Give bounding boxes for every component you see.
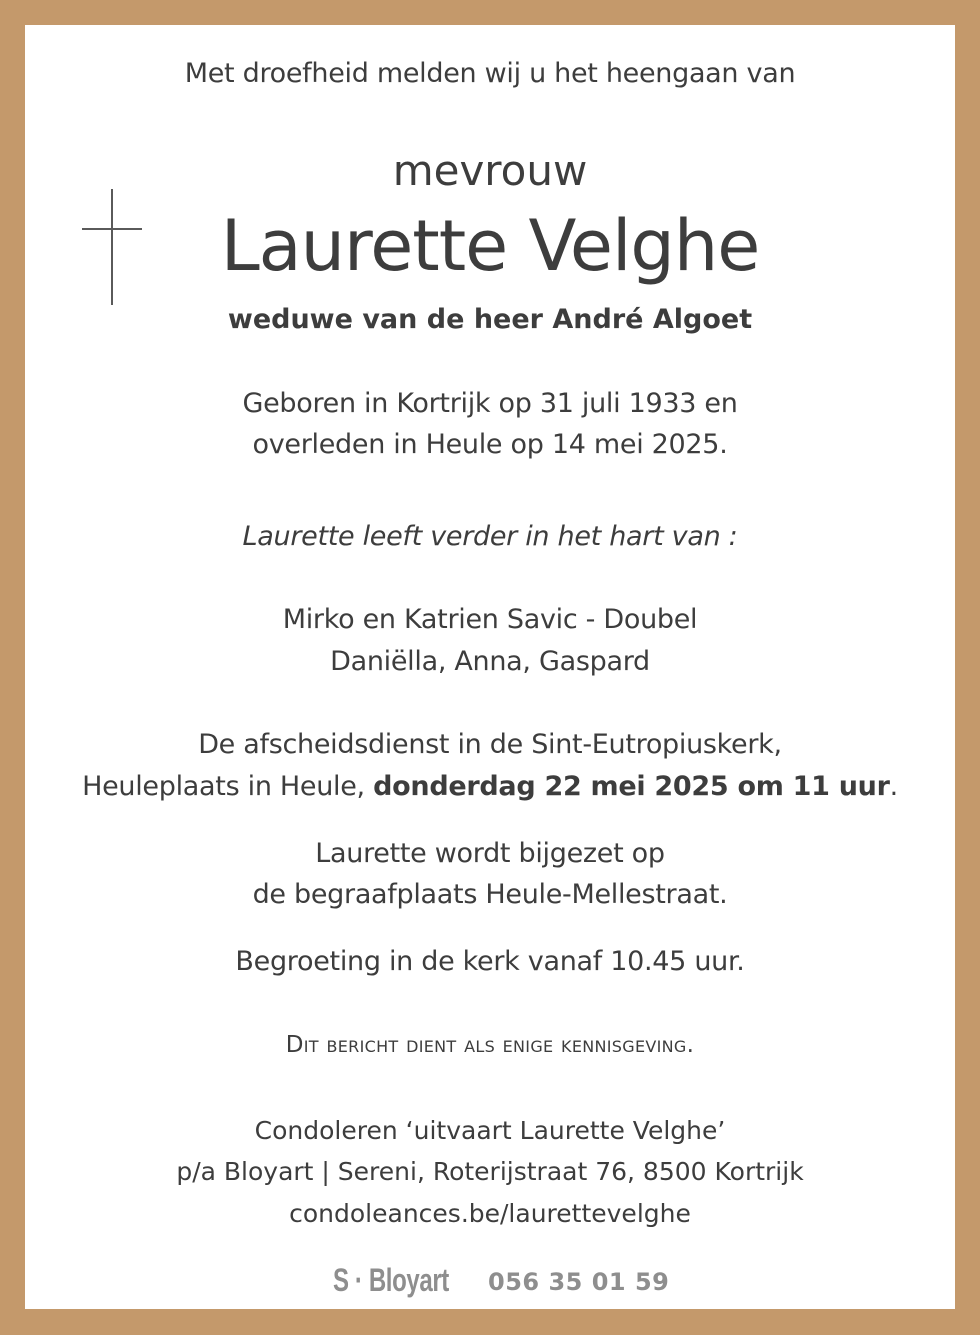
service-line-2 bbox=[0, 771, 980, 802]
funeral-home-logo: S · Bloyart bbox=[333, 1262, 449, 1298]
deceased-name: Laurette Velghe bbox=[220, 205, 760, 287]
burial-line: Laurette wordt bijgezet op bbox=[315, 838, 665, 869]
service-date: donderdag 22 mei 2025 om 11 uur bbox=[373, 771, 890, 802]
notice-line: Dit bericht dient als enige kennisgeving. bbox=[285, 1032, 695, 1058]
greeting-line: Begroeting in de kerk vanaf 10.45 uur. bbox=[235, 946, 745, 977]
service-suffix: . bbox=[889, 771, 898, 802]
birth-line: Geboren in Kortrijk op 31 juli 1933 en bbox=[242, 388, 738, 419]
family-line: Mirko en Katrien Savic - Doubel bbox=[282, 604, 698, 635]
service-line: De afscheidsdienst in de Sint-Eutropiuskerk, bbox=[198, 729, 782, 760]
burial-line: de begraafplaats Heule-Mellestraat. bbox=[252, 879, 728, 910]
condolence-address: p/a Bloyart | Sereni, Roterijstraat 76, 8500 Kortrijk bbox=[176, 1157, 804, 1186]
intro-text: Met droefheid melden wij u het heengaan van bbox=[184, 58, 796, 89]
condolence-url[interactable]: condoleances.be/laurettevelghe bbox=[289, 1199, 691, 1228]
service-location: Heuleplaats in Heule, bbox=[82, 771, 374, 802]
death-line: overleden in Heule op 14 mei 2025. bbox=[252, 429, 728, 460]
lives-on-text: Laurette leeft verder in het hart van : bbox=[242, 521, 738, 552]
family-line: Daniëlla, Anna, Gaspard bbox=[330, 646, 650, 677]
honorific: mevrouw bbox=[392, 146, 588, 195]
phone-number: 056 35 01 59 bbox=[488, 1268, 670, 1296]
spouse-line: weduwe van de heer André Algoet bbox=[227, 304, 753, 335]
condolence-line: Condoleren ‘uitvaart Laurette Velghe’ bbox=[254, 1116, 726, 1145]
